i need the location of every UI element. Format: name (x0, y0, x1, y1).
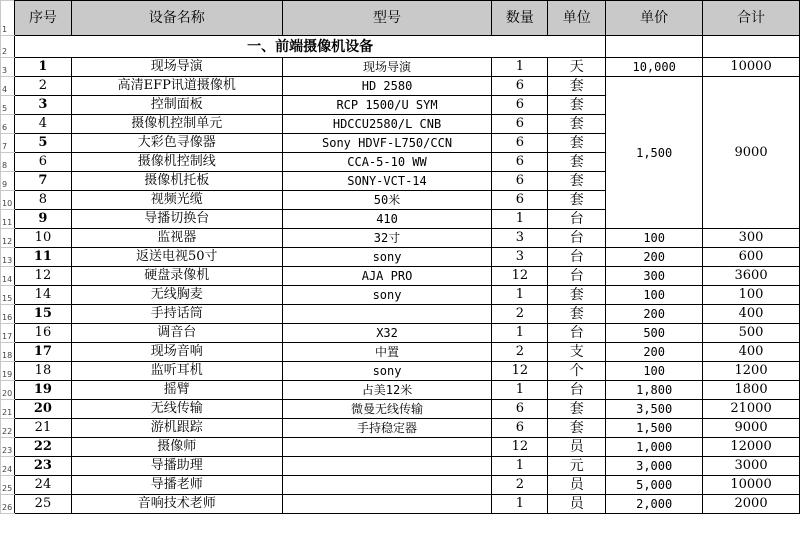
cell-seq[interactable]: 6 (14, 153, 71, 172)
cell-unit[interactable]: 员 (548, 438, 606, 457)
cell-seq[interactable]: 8 (14, 191, 71, 210)
row-number: 25 (1, 476, 15, 495)
cell-qty[interactable]: 6 (492, 153, 548, 172)
cell-unit[interactable]: 套 (548, 286, 606, 305)
cell-unit[interactable]: 套 (548, 96, 606, 115)
table-row (1, 305, 800, 324)
table-row (1, 248, 800, 267)
row-number: 3 (1, 58, 15, 77)
cell-qty[interactable]: 6 (492, 115, 548, 134)
cell-model[interactable]: 现场导演 (282, 58, 492, 77)
cell-unit[interactable]: 套 (548, 77, 606, 96)
cell-model[interactable]: HDCCU2580/L CNB (282, 115, 492, 134)
cell-seq[interactable]: 15 (14, 305, 71, 324)
cell-seq[interactable]: 21 (14, 419, 71, 438)
header-price[interactable]: 单价 (606, 1, 703, 36)
cell-unit[interactable]: 天 (548, 58, 606, 77)
row-number: 13 (1, 248, 15, 267)
cell-qty[interactable]: 1 (492, 457, 548, 476)
cell-name[interactable]: 监视器 (71, 229, 282, 248)
row-number: 16 (1, 305, 15, 324)
cell-unit[interactable]: 台 (548, 210, 606, 229)
cell-model[interactable]: SONY-VCT-14 (282, 172, 492, 191)
cell-name[interactable]: 摄像机托板 (71, 172, 282, 191)
row-number: 26 (1, 495, 15, 514)
cell-price[interactable]: 5,000 (606, 476, 703, 495)
cell-name[interactable]: 导播切换台 (71, 210, 282, 229)
cell-qty[interactable]: 3 (492, 248, 548, 267)
cell-unit[interactable]: 支 (548, 343, 606, 362)
row-number: 21 (1, 400, 15, 419)
cell-qty[interactable]: 6 (492, 77, 548, 96)
cell-name[interactable]: 游机跟踪 (71, 419, 282, 438)
cell-seq[interactable]: 7 (14, 172, 71, 191)
row-number: 6 (1, 115, 15, 134)
cell-name[interactable]: 手持话筒 (71, 305, 282, 324)
cell-seq[interactable]: 11 (14, 248, 71, 267)
header-model[interactable]: 型号 (282, 1, 492, 36)
cell-price[interactable]: 1,000 (606, 438, 703, 457)
table-row (1, 58, 800, 77)
cell-unit[interactable]: 台 (548, 324, 606, 343)
cell-total[interactable]: 600 (703, 248, 800, 267)
cell-price[interactable]: 1,500 (606, 419, 703, 438)
row-number: 22 (1, 419, 15, 438)
cell-unit[interactable]: 台 (548, 381, 606, 400)
cell-unit[interactable]: 套 (548, 115, 606, 134)
cell-unit[interactable]: 个 (548, 362, 606, 381)
cell-price-empty[interactable] (606, 36, 703, 58)
cell-model[interactable]: sony (282, 286, 492, 305)
row-number: 24 (1, 457, 15, 476)
cell-price-merged[interactable]: 1,500 (606, 77, 703, 229)
cell-unit[interactable]: 套 (548, 305, 606, 324)
row-number: 18 (1, 343, 15, 362)
cell-seq[interactable]: 12 (14, 267, 71, 286)
cell-model[interactable]: 410 (282, 210, 492, 229)
header-qty[interactable]: 数量 (492, 1, 548, 36)
cell-price[interactable]: 200 (606, 248, 703, 267)
cell-qty[interactable]: 6 (492, 191, 548, 210)
cell-model[interactable]: 50米 (282, 191, 492, 210)
cell-model[interactable]: 微曼无线传输 (282, 400, 492, 419)
cell-seq[interactable]: 16 (14, 324, 71, 343)
cell-total[interactable]: 1800 (703, 381, 800, 400)
cell-qty[interactable]: 12 (492, 438, 548, 457)
cell-model[interactable] (282, 438, 492, 457)
cell-name[interactable]: 控制面板 (71, 96, 282, 115)
cell-unit[interactable]: 套 (548, 153, 606, 172)
cell-model[interactable]: 32寸 (282, 229, 492, 248)
header-unit[interactable]: 单位 (548, 1, 606, 36)
cell-unit[interactable]: 套 (548, 134, 606, 153)
cell-price[interactable]: 10,000 (606, 58, 703, 77)
row-number: 5 (1, 96, 15, 115)
table-row (1, 286, 800, 305)
cell-total[interactable]: 12000 (703, 438, 800, 457)
table-row (1, 476, 800, 495)
cell-unit[interactable]: 台 (548, 267, 606, 286)
cell-total[interactable]: 500 (703, 324, 800, 343)
row-number: 1 (1, 1, 15, 36)
cell-name[interactable]: 大彩色寻像器 (71, 134, 282, 153)
cell-seq[interactable]: 24 (14, 476, 71, 495)
cell-seq[interactable]: 19 (14, 381, 71, 400)
cell-name[interactable]: 视频光缆 (71, 191, 282, 210)
cell-seq[interactable]: 17 (14, 343, 71, 362)
row-number: 9 (1, 172, 15, 191)
cell-seq[interactable]: 5 (14, 134, 71, 153)
cell-total[interactable]: 400 (703, 343, 800, 362)
cell-total[interactable]: 3600 (703, 267, 800, 286)
cell-qty[interactable]: 6 (492, 419, 548, 438)
section-row (1, 36, 800, 58)
cell-name[interactable]: 硬盘录像机 (71, 267, 282, 286)
cell-total[interactable]: 3000 (703, 457, 800, 476)
cell-qty[interactable]: 6 (492, 172, 548, 191)
cell-seq[interactable]: 22 (14, 438, 71, 457)
table-row (1, 362, 800, 381)
cell-model[interactable]: CCA-5-10 WW (282, 153, 492, 172)
cell-seq[interactable]: 23 (14, 457, 71, 476)
cell-name[interactable]: 现场音响 (71, 343, 282, 362)
cell-unit[interactable]: 套 (548, 419, 606, 438)
row-number: 8 (1, 153, 15, 172)
cell-unit[interactable]: 员 (548, 495, 606, 514)
cell-qty[interactable]: 3 (492, 229, 548, 248)
cell-model[interactable]: 占美12米 (282, 381, 492, 400)
cell-name[interactable]: 摄像机控制单元 (71, 115, 282, 134)
cell-model[interactable]: AJA PRO (282, 267, 492, 286)
cell-price[interactable]: 3,000 (606, 457, 703, 476)
cell-unit[interactable]: 员 (548, 476, 606, 495)
cell-seq[interactable]: 18 (14, 362, 71, 381)
cell-price[interactable]: 200 (606, 343, 703, 362)
row-number: 23 (1, 438, 15, 457)
cell-seq[interactable]: 10 (14, 229, 71, 248)
cell-qty[interactable]: 2 (492, 305, 548, 324)
row-number: 11 (1, 210, 15, 229)
cell-name[interactable]: 调音台 (71, 324, 282, 343)
cell-qty[interactable]: 1 (492, 58, 548, 77)
cell-seq[interactable]: 3 (14, 96, 71, 115)
table-row (1, 438, 800, 457)
row-number: 20 (1, 381, 15, 400)
cell-total[interactable]: 1200 (703, 362, 800, 381)
cell-name[interactable]: 导播老师 (71, 476, 282, 495)
cell-model[interactable]: sony (282, 362, 492, 381)
cell-name[interactable]: 现场导演 (71, 58, 282, 77)
cell-qty[interactable]: 1 (492, 381, 548, 400)
table-row (1, 381, 800, 400)
table-row (1, 419, 800, 438)
table-row (1, 229, 800, 248)
cell-model[interactable]: HD 2580 (282, 77, 492, 96)
cell-name[interactable]: 摄像机控制线 (71, 153, 282, 172)
row-number: 7 (1, 134, 15, 153)
header-name[interactable]: 设备名称 (71, 1, 282, 36)
cell-model[interactable]: sony (282, 248, 492, 267)
cell-price[interactable]: 300 (606, 267, 703, 286)
cell-model[interactable] (282, 305, 492, 324)
row-number: 17 (1, 324, 15, 343)
cell-name[interactable]: 高清EFP讯道摄像机 (71, 77, 282, 96)
cell-seq[interactable]: 25 (14, 495, 71, 514)
cell-model[interactable]: 手持稳定器 (282, 419, 492, 438)
cell-total-empty[interactable] (703, 36, 800, 58)
cell-qty[interactable]: 1 (492, 286, 548, 305)
cell-model[interactable]: 中置 (282, 343, 492, 362)
cell-price[interactable]: 100 (606, 229, 703, 248)
cell-qty[interactable]: 2 (492, 476, 548, 495)
cell-name[interactable]: 无线胸麦 (71, 286, 282, 305)
table-row (1, 457, 800, 476)
cell-qty[interactable]: 6 (492, 400, 548, 419)
cell-model[interactable]: X32 (282, 324, 492, 343)
cell-price[interactable]: 200 (606, 305, 703, 324)
header-seq[interactable]: 序号 (14, 1, 71, 36)
cell-unit[interactable]: 套 (548, 191, 606, 210)
cell-total[interactable]: 300 (703, 229, 800, 248)
row-number: 2 (1, 36, 15, 58)
cell-model[interactable]: RCP 1500/U SYM (282, 96, 492, 115)
cell-unit[interactable]: 套 (548, 172, 606, 191)
cell-unit[interactable]: 台 (548, 248, 606, 267)
cell-name[interactable]: 摄像师 (71, 438, 282, 457)
cell-seq[interactable]: 14 (14, 286, 71, 305)
row-number: 12 (1, 229, 15, 248)
cell-name[interactable]: 导播助理 (71, 457, 282, 476)
cell-model[interactable] (282, 476, 492, 495)
table-row (1, 400, 800, 419)
cell-total[interactable]: 2000 (703, 495, 800, 514)
header-total[interactable]: 合计 (703, 1, 800, 36)
cell-total[interactable]: 10000 (703, 58, 800, 77)
cell-seq[interactable]: 9 (14, 210, 71, 229)
row-number: 14 (1, 267, 15, 286)
table-row (1, 343, 800, 362)
row-number: 10 (1, 191, 15, 210)
cell-price[interactable]: 3,500 (606, 400, 703, 419)
cell-name[interactable]: 摇臂 (71, 381, 282, 400)
cell-qty[interactable]: 2 (492, 343, 548, 362)
cell-unit[interactable]: 台 (548, 229, 606, 248)
cell-total[interactable]: 9000 (703, 419, 800, 438)
cell-model[interactable]: Sony HDVF-L750/CCN (282, 134, 492, 153)
table-row (1, 267, 800, 286)
cell-unit[interactable]: 套 (548, 400, 606, 419)
cell-price[interactable]: 100 (606, 286, 703, 305)
cell-name[interactable]: 无线传输 (71, 400, 282, 419)
cell-seq[interactable]: 4 (14, 115, 71, 134)
cell-unit[interactable]: 元 (548, 457, 606, 476)
table-row (1, 495, 800, 514)
row-number: 19 (1, 362, 15, 381)
cell-model[interactable] (282, 495, 492, 514)
cell-name[interactable]: 返送电视50寸 (71, 248, 282, 267)
cell-seq[interactable]: 1 (14, 58, 71, 77)
row-number: 4 (1, 77, 15, 96)
cell-total[interactable]: 10000 (703, 476, 800, 495)
cell-price[interactable]: 2,000 (606, 495, 703, 514)
cell-total[interactable]: 400 (703, 305, 800, 324)
cell-qty[interactable]: 6 (492, 96, 548, 115)
cell-price[interactable]: 100 (606, 362, 703, 381)
row-number: 15 (1, 286, 15, 305)
cell-total[interactable]: 100 (703, 286, 800, 305)
cell-name[interactable]: 监听耳机 (71, 362, 282, 381)
cell-qty[interactable]: 1 (492, 210, 548, 229)
cell-total[interactable]: 21000 (703, 400, 800, 419)
cell-qty[interactable]: 12 (492, 362, 548, 381)
header-row (1, 1, 800, 36)
cell-qty[interactable]: 1 (492, 495, 548, 514)
cell-model[interactable] (282, 457, 492, 476)
cell-total-merged[interactable]: 9000 (703, 77, 800, 229)
cell-qty[interactable]: 1 (492, 324, 548, 343)
cell-price[interactable]: 500 (606, 324, 703, 343)
table-row (1, 324, 800, 343)
cell-name[interactable]: 音响技术老师 (71, 495, 282, 514)
cell-seq[interactable]: 20 (14, 400, 71, 419)
section-title[interactable]: 一、前端摄像机设备 (14, 36, 605, 58)
cell-seq[interactable]: 2 (14, 77, 71, 96)
cell-price[interactable]: 1,800 (606, 381, 703, 400)
cell-qty[interactable]: 12 (492, 267, 548, 286)
table-row (1, 77, 800, 96)
cell-qty[interactable]: 6 (492, 134, 548, 153)
